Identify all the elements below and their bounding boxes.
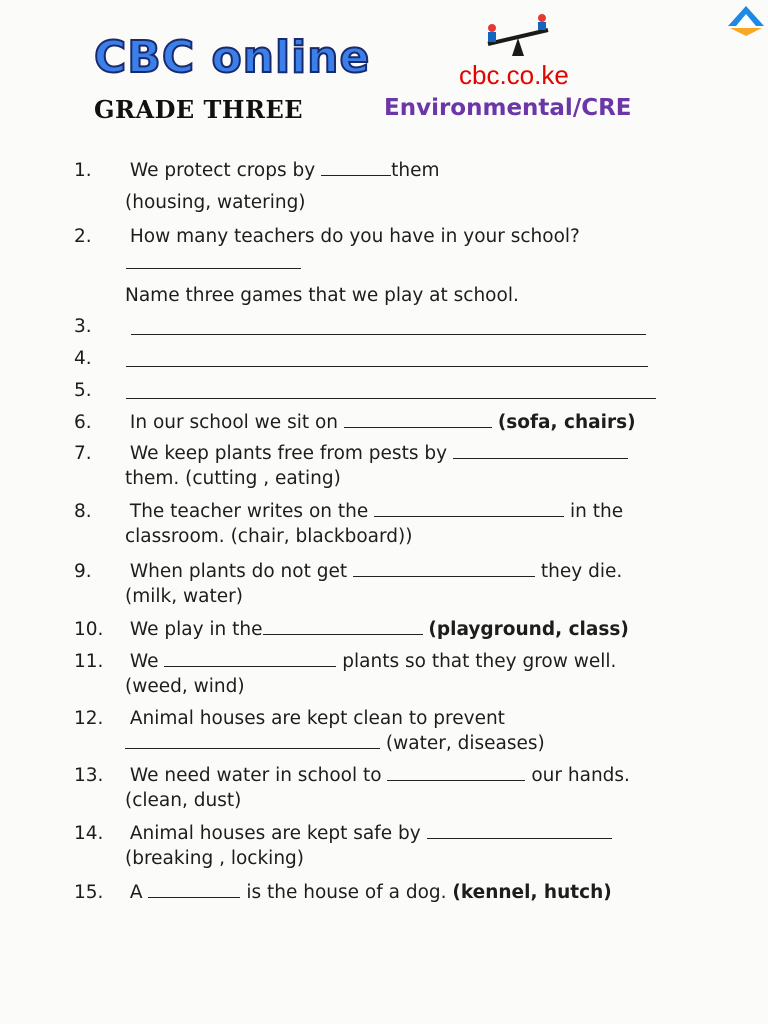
answer-line-4[interactable] — [126, 366, 648, 367]
question-text: We protect crops by — [129, 160, 316, 181]
question-text: How many teachers do you have in your school? — [129, 226, 580, 247]
seesaw-icon — [482, 14, 554, 58]
question-text-end: in the — [570, 501, 624, 522]
question-text-end: them — [391, 160, 440, 181]
question-1-options: (housing, watering) — [125, 192, 306, 213]
question-10 — [74, 617, 629, 643]
answer-blank[interactable] — [125, 734, 380, 749]
answer-blank[interactable] — [263, 620, 423, 635]
question-9 — [74, 559, 622, 585]
question-8-line2 — [125, 524, 412, 550]
site-url: cbc.co.ke — [459, 60, 569, 90]
question-number: 1. — [74, 160, 92, 181]
question-9-options — [125, 584, 243, 610]
question-number: 12. — [74, 708, 104, 729]
question-options: (water, diseases) — [385, 733, 545, 754]
answer-line-3[interactable] — [131, 334, 646, 335]
answer-blank[interactable] — [427, 824, 612, 839]
question-number: 2. — [74, 226, 92, 247]
question-13 — [74, 763, 630, 789]
question-6 — [74, 410, 636, 436]
question-number: 15. — [74, 882, 104, 903]
grade-title: GRADE THREE — [94, 95, 304, 124]
answer-blank[interactable] — [321, 161, 391, 176]
question-number: 9. — [74, 561, 92, 582]
subject-title: Environmental/CRE — [384, 95, 632, 121]
question-text: In our school we sit on — [129, 412, 339, 433]
question-number: 3. — [74, 316, 92, 337]
question-5 — [74, 378, 124, 404]
question-text: When plants do not get — [129, 561, 348, 582]
cbc-online-logo: CBC online — [94, 32, 371, 83]
question-options: (milk, water) — [125, 586, 243, 607]
question-options: (sofa, chairs) — [497, 412, 636, 433]
question-number: 7. — [74, 443, 92, 464]
answer-line-5[interactable] — [126, 398, 656, 399]
question-options: (cutting , eating) — [185, 468, 341, 489]
question-7 — [74, 441, 628, 467]
question-text-end: our hands. — [531, 765, 630, 786]
answer-blank[interactable] — [353, 562, 535, 577]
question-2 — [74, 224, 580, 250]
question-text: Animal houses are kept safe by — [129, 823, 421, 844]
question-text: We play in the — [129, 619, 263, 640]
corner-logo-icon — [726, 4, 766, 36]
question-text-end: is the house of a dog. — [246, 882, 447, 903]
question-12 — [74, 706, 505, 732]
question-8 — [74, 499, 623, 525]
question-options: (clean, dust) — [125, 790, 242, 811]
question-options: (chair, blackboard)) — [230, 526, 413, 547]
question-text-end: plants so that they grow well. — [342, 651, 617, 672]
question-text: classroom. — [125, 526, 225, 547]
question-14-options — [125, 846, 304, 872]
question-11 — [74, 649, 616, 675]
answer-blank[interactable] — [387, 766, 525, 781]
question-text: A — [129, 882, 143, 903]
question-text: Animal houses are kept clean to prevent — [129, 708, 505, 729]
question-options: (weed, wind) — [125, 676, 245, 697]
question-number: 14. — [74, 823, 104, 844]
question-15 — [74, 880, 612, 906]
answer-blank[interactable] — [164, 652, 336, 667]
question-number: 4. — [74, 348, 92, 369]
section-heading: Name three games that we play at school. — [125, 285, 519, 306]
question-number: 11. — [74, 651, 104, 672]
answer-blank[interactable] — [453, 444, 628, 459]
question-number: 5. — [74, 380, 92, 401]
question-text: We keep plants free from pests by — [129, 443, 448, 464]
question-number: 10. — [74, 619, 104, 640]
answer-blank[interactable] — [148, 883, 240, 898]
answer-blank[interactable] — [374, 502, 564, 517]
question-12-line2 — [125, 731, 545, 757]
question-14 — [74, 821, 612, 847]
question-13-options — [125, 788, 241, 814]
question-number: 8. — [74, 501, 92, 522]
question-1 — [74, 158, 440, 184]
question-number: 6. — [74, 412, 92, 433]
question-options: (playground, class) — [428, 619, 629, 640]
question-number: 13. — [74, 765, 104, 786]
question-text: We — [129, 651, 159, 672]
question-3 — [74, 314, 124, 340]
question-text: We need water in school to — [129, 765, 382, 786]
question-4 — [74, 346, 124, 372]
question-11-options — [125, 674, 245, 700]
question-text: them. — [125, 468, 180, 489]
question-options: (kennel, hutch) — [452, 882, 612, 903]
question-options: (breaking , locking) — [125, 848, 305, 869]
question-7-line2 — [125, 466, 341, 492]
answer-blank[interactable] — [344, 413, 492, 428]
answer-blank[interactable] — [126, 268, 301, 269]
question-text: The teacher writes on the — [129, 501, 369, 522]
question-text-end: they die. — [540, 561, 623, 582]
